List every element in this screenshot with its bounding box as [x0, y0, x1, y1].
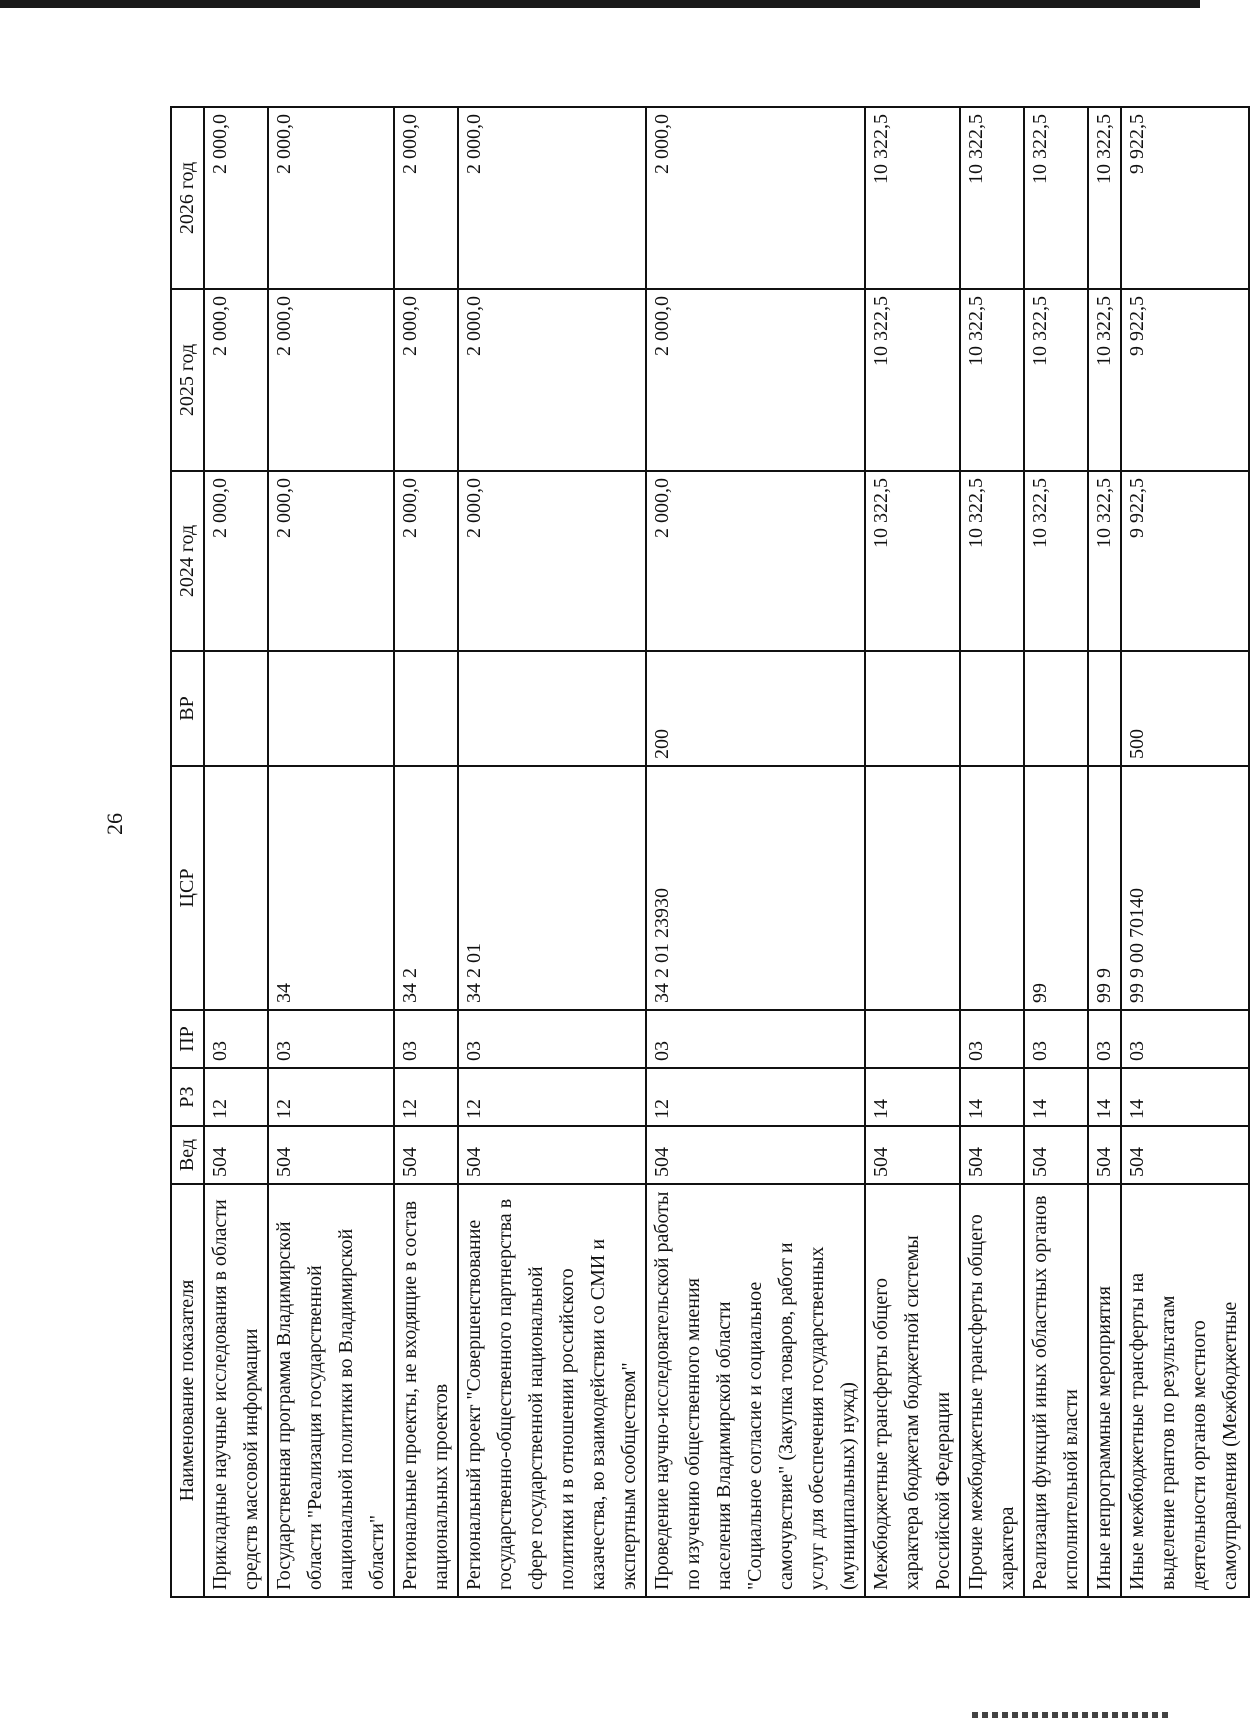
cell-rz: 14 [1088, 1068, 1121, 1126]
cell-rz: 12 [458, 1068, 646, 1126]
cell-rz: 14 [1024, 1068, 1088, 1126]
cell-rz: 12 [268, 1068, 394, 1126]
cell-name: Реализация функций иных областных органов исполнительной власти [1024, 1184, 1088, 1597]
cell-name: Региональные проекты, не входящие в состав национальных проектов [394, 1184, 458, 1597]
table-row [204, 107, 268, 1597]
cell-2026: 2 000,0 [268, 107, 394, 289]
scan-artifact-mark [972, 1712, 1172, 1718]
cell-2024: 2 000,0 [204, 471, 268, 651]
cell-2025: 10 322,5 [960, 289, 1024, 471]
header-rz: РЗ [171, 1068, 204, 1126]
cell-pr: 03 [1024, 1010, 1088, 1068]
cell-2024: 2 000,0 [394, 471, 458, 651]
budget-table [170, 106, 1250, 1598]
table-row [1088, 107, 1121, 1597]
cell-2026: 10 322,5 [960, 107, 1024, 289]
table-header-row [171, 107, 204, 1597]
cell-2024: 10 322,5 [960, 471, 1024, 651]
cell-ved: 504 [1088, 1126, 1121, 1184]
cell-ved: 504 [646, 1126, 865, 1184]
cell-ved: 504 [394, 1126, 458, 1184]
cell-vr [865, 651, 960, 766]
cell-rz: 14 [1121, 1068, 1249, 1126]
cell-csr: 99 [1024, 766, 1088, 1010]
cell-pr [865, 1010, 960, 1068]
table-row [394, 107, 458, 1597]
header-2026: 2026 год [171, 107, 204, 289]
cell-vr [268, 651, 394, 766]
cell-name: Государственная программа Владимирской области "Реализация государственной национальной политики во Владимирской области" [268, 1184, 394, 1597]
cell-ved: 504 [865, 1126, 960, 1184]
cell-name: Межбюджетные трансферты общего характера бюджетам бюджетной системы Российской Федерации [865, 1184, 960, 1597]
cell-csr: 34 [268, 766, 394, 1010]
cell-2024: 2 000,0 [268, 471, 394, 651]
cell-2024: 10 322,5 [1024, 471, 1088, 651]
cell-pr: 03 [394, 1010, 458, 1068]
cell-csr: 99 9 00 70140 [1121, 766, 1249, 1010]
cell-rz: 12 [204, 1068, 268, 1126]
table-row [646, 107, 865, 1597]
page-number: 26 [102, 813, 127, 835]
cell-name: Проведение научно-исследовательской работы по изучению общественного мнения населения Владимирской области "Социальное согласие и социальное самочувствие" (Закупка товаров, работ и услуг для обеспечения государственных (муниципальных) нужд) [646, 1184, 865, 1597]
cell-pr: 03 [1088, 1010, 1121, 1068]
cell-rz: 14 [865, 1068, 960, 1126]
cell-csr: 34 2 01 [458, 766, 646, 1010]
cell-2024: 10 322,5 [1088, 471, 1121, 651]
cell-vr: 200 [646, 651, 865, 766]
cell-2025: 2 000,0 [268, 289, 394, 471]
header-csr: ЦСР [171, 766, 204, 1010]
cell-name: Иные межбюджетные трансферты на выделение грантов по результатам деятельности органов местного самоуправления (Межбюджетные [1121, 1184, 1249, 1597]
cell-2026: 2 000,0 [394, 107, 458, 289]
table-row [268, 107, 394, 1597]
cell-csr: 99 9 [1088, 766, 1121, 1010]
cell-pr: 03 [646, 1010, 865, 1068]
rotated-table-container [170, 108, 1241, 1598]
header-2024: 2024 год [171, 471, 204, 651]
cell-2025: 10 322,5 [865, 289, 960, 471]
cell-2025: 2 000,0 [458, 289, 646, 471]
cell-vr [394, 651, 458, 766]
cell-csr [204, 766, 268, 1010]
header-pr: ПР [171, 1010, 204, 1068]
header-ved: Вед [171, 1126, 204, 1184]
cell-pr: 03 [458, 1010, 646, 1068]
cell-vr [1088, 651, 1121, 766]
cell-csr: 34 2 [394, 766, 458, 1010]
cell-2026: 2 000,0 [646, 107, 865, 289]
cell-2026: 2 000,0 [204, 107, 268, 289]
cell-2026: 10 322,5 [1024, 107, 1088, 289]
cell-pr: 03 [268, 1010, 394, 1068]
scan-edge [0, 0, 1200, 8]
cell-vr: 500 [1121, 651, 1249, 766]
cell-2024: 2 000,0 [458, 471, 646, 651]
cell-csr [960, 766, 1024, 1010]
table-row [458, 107, 646, 1597]
cell-vr [204, 651, 268, 766]
cell-vr [458, 651, 646, 766]
header-2025: 2025 год [171, 289, 204, 471]
header-vr: ВР [171, 651, 204, 766]
cell-name: Иные непрограммные мероприятия [1088, 1184, 1121, 1597]
cell-2025: 9 922,5 [1121, 289, 1249, 471]
cell-2026: 9 922,5 [1121, 107, 1249, 289]
header-name: Наименование показателя [171, 1184, 204, 1597]
cell-2025: 10 322,5 [1088, 289, 1121, 471]
cell-name: Региональный проект "Совершенствование государственно-общественного партнерства в сфере государственной национальной политики и в отношении российского казачества, во взаимодействии со СМИ и экспертным сообществом" [458, 1184, 646, 1597]
cell-name: Прочие межбюджетные трансферты общего характера [960, 1184, 1024, 1597]
cell-pr: 03 [204, 1010, 268, 1068]
cell-2024: 2 000,0 [646, 471, 865, 651]
cell-pr: 03 [960, 1010, 1024, 1068]
cell-ved: 504 [1121, 1126, 1249, 1184]
cell-vr [960, 651, 1024, 766]
cell-2026: 10 322,5 [1088, 107, 1121, 289]
cell-rz: 12 [394, 1068, 458, 1126]
cell-csr [865, 766, 960, 1010]
table-row [865, 107, 960, 1597]
cell-2025: 10 322,5 [1024, 289, 1088, 471]
cell-2024: 9 922,5 [1121, 471, 1249, 651]
cell-2025: 2 000,0 [394, 289, 458, 471]
cell-name: Прикладные научные исследования в области средств массовой информации [204, 1184, 268, 1597]
table-row [1121, 107, 1249, 1597]
cell-2024: 10 322,5 [865, 471, 960, 651]
cell-ved: 504 [960, 1126, 1024, 1184]
table-row [960, 107, 1024, 1597]
cell-rz: 12 [646, 1068, 865, 1126]
cell-2025: 2 000,0 [204, 289, 268, 471]
table-row [1024, 107, 1088, 1597]
cell-ved: 504 [1024, 1126, 1088, 1184]
cell-2026: 10 322,5 [865, 107, 960, 289]
cell-ved: 504 [204, 1126, 268, 1184]
cell-ved: 504 [268, 1126, 394, 1184]
cell-vr [1024, 651, 1088, 766]
cell-ved: 504 [458, 1126, 646, 1184]
cell-2025: 2 000,0 [646, 289, 865, 471]
cell-pr: 03 [1121, 1010, 1249, 1068]
cell-2026: 2 000,0 [458, 107, 646, 289]
cell-rz: 14 [960, 1068, 1024, 1126]
cell-csr: 34 2 01 23930 [646, 766, 865, 1010]
